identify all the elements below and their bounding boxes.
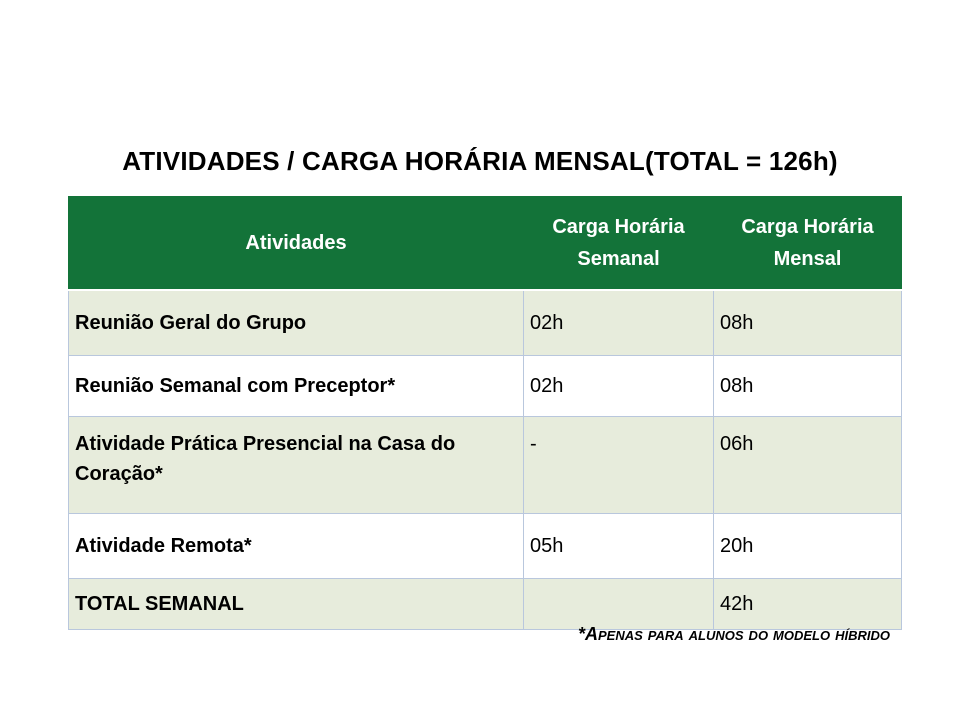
weekly-hours-cell: 02h — [524, 290, 714, 356]
monthly-hours-cell: 20h — [714, 514, 902, 579]
table-row — [69, 417, 902, 514]
column-header-weekly: Carga Horária Semanal — [524, 197, 714, 291]
activity-cell: Reunião Semanal com Preceptor* — [69, 356, 524, 417]
column-header-activities: Atividades — [69, 197, 524, 291]
monthly-hours-cell: 08h — [714, 356, 902, 417]
monthly-hours-cell: 08h — [714, 290, 902, 356]
table-row — [69, 514, 902, 579]
total-monthly-cell: 42h — [714, 579, 902, 630]
total-weekly-cell — [524, 579, 714, 630]
weekly-hours-cell: 02h — [524, 356, 714, 417]
total-label-cell: TOTAL SEMANAL — [69, 579, 524, 630]
column-header-monthly: Carga Horária Mensal — [714, 197, 902, 291]
table-total-row — [69, 579, 902, 630]
page-title: ATIVIDADES / CARGA HORÁRIA MENSAL(TOTAL = 126h) — [122, 146, 838, 176]
workload-table — [68, 196, 902, 630]
activity-cell: Atividade Remota* — [69, 514, 524, 579]
table-header-row — [69, 197, 902, 291]
weekly-hours-cell: - — [524, 417, 714, 514]
footnote: *Apenas para alunos do modelo híbrido — [578, 624, 890, 644]
activity-cell: Reunião Geral do Grupo — [69, 290, 524, 356]
weekly-hours-cell: 05h — [524, 514, 714, 579]
table-row — [69, 290, 902, 356]
monthly-hours-cell: 06h — [714, 417, 902, 514]
table-row — [69, 356, 902, 417]
activity-cell: Atividade Prática Presencial na Casa do Coração* — [69, 417, 524, 514]
